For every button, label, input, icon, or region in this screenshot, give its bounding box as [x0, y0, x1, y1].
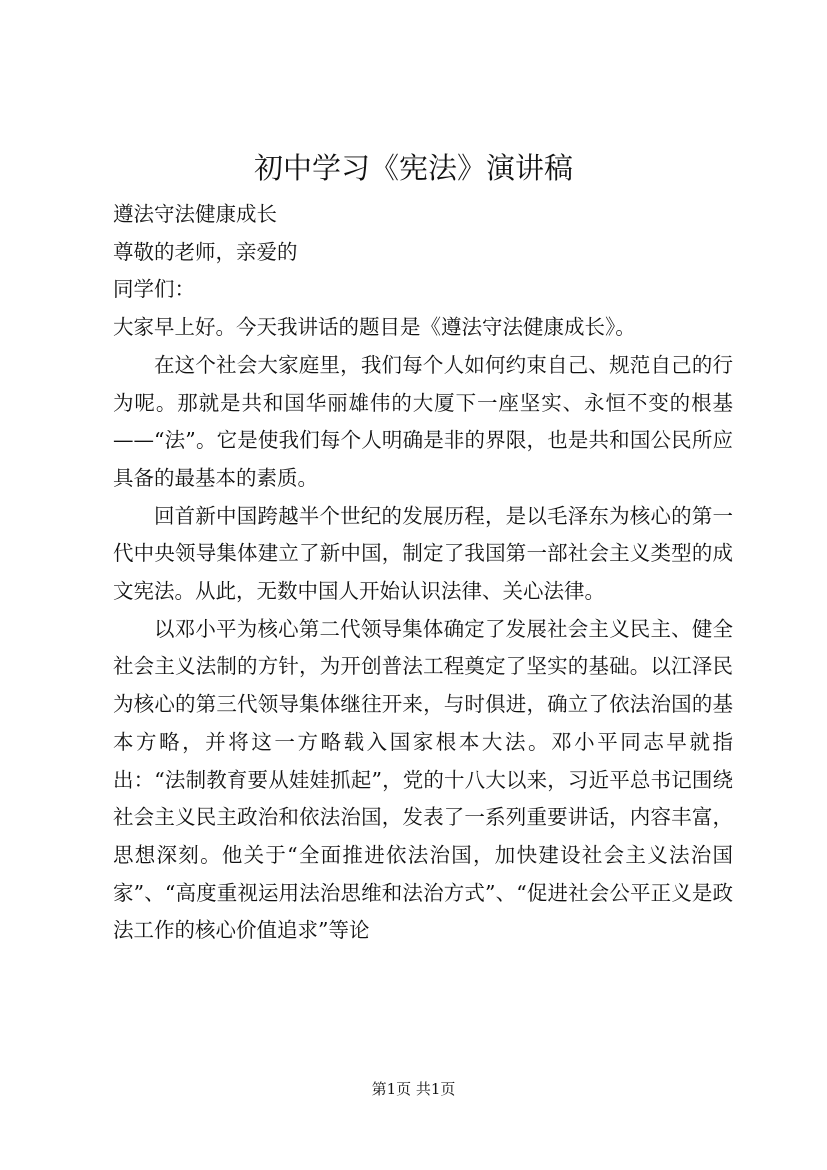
document-body [113, 196, 733, 950]
paragraph-greeting: 大家早上好。今天我讲话的题目是《遵法守法健康成长》。 [113, 315, 636, 340]
paragraph-body: 在这个社会大家庭里，我们每个人如何约束自己、规范自己的行为呢。那就是共和国华丽雄伟的大厦下一座坚实、永恒不变的根基——“法”。它是使我们每个人明确是非的界限，也是共和国公民所应具备的最基本的素质。 [113, 352, 733, 490]
page-number-footer: 第1页 共1页 [371, 1080, 456, 1098]
paragraph-salutation-continued: 同学们： [113, 277, 195, 302]
paragraph-salutation: 尊敬的老师，亲爱的 [113, 239, 298, 264]
document-title: 初中学习《宪法》演讲稿 [253, 151, 573, 185]
paragraph-body: 以邓小平为核心第二代领导集体确定了发展社会主义民主、健全社会主义法制的方针，为开创普法工程奠定了坚实的基础。以江泽民为核心的第三代领导集体继往开来，与时俱进，确立了依法治国的基本方略，并将这一方略载入国家根本大法。邓小平同志早就指出：“法制教育要从娃娃抓起”，党的十八大以来，习近平总书记围绕社会主义民主政治和依法治国，发表了一系列重要讲话，内容丰富，思想深刻。他关于“全面推进依法治国，加快建设社会主义法治国家”、“高度重视运用法治思维和法治方式”、“促进社会公平正义是政法工作的核心价值追求”等论 [113, 616, 733, 943]
paragraph-subtitle: 遵法守法健康成长 [113, 202, 277, 226]
paragraph-body: 回首新中国跨越半个世纪的发展历程，是以毛泽东为核心的第一代中央领导集体建立了新中国，制定了我国第一部社会主义类型的成文宪法。从此，无数中国人开始认识法律、关心法律。 [113, 503, 733, 604]
